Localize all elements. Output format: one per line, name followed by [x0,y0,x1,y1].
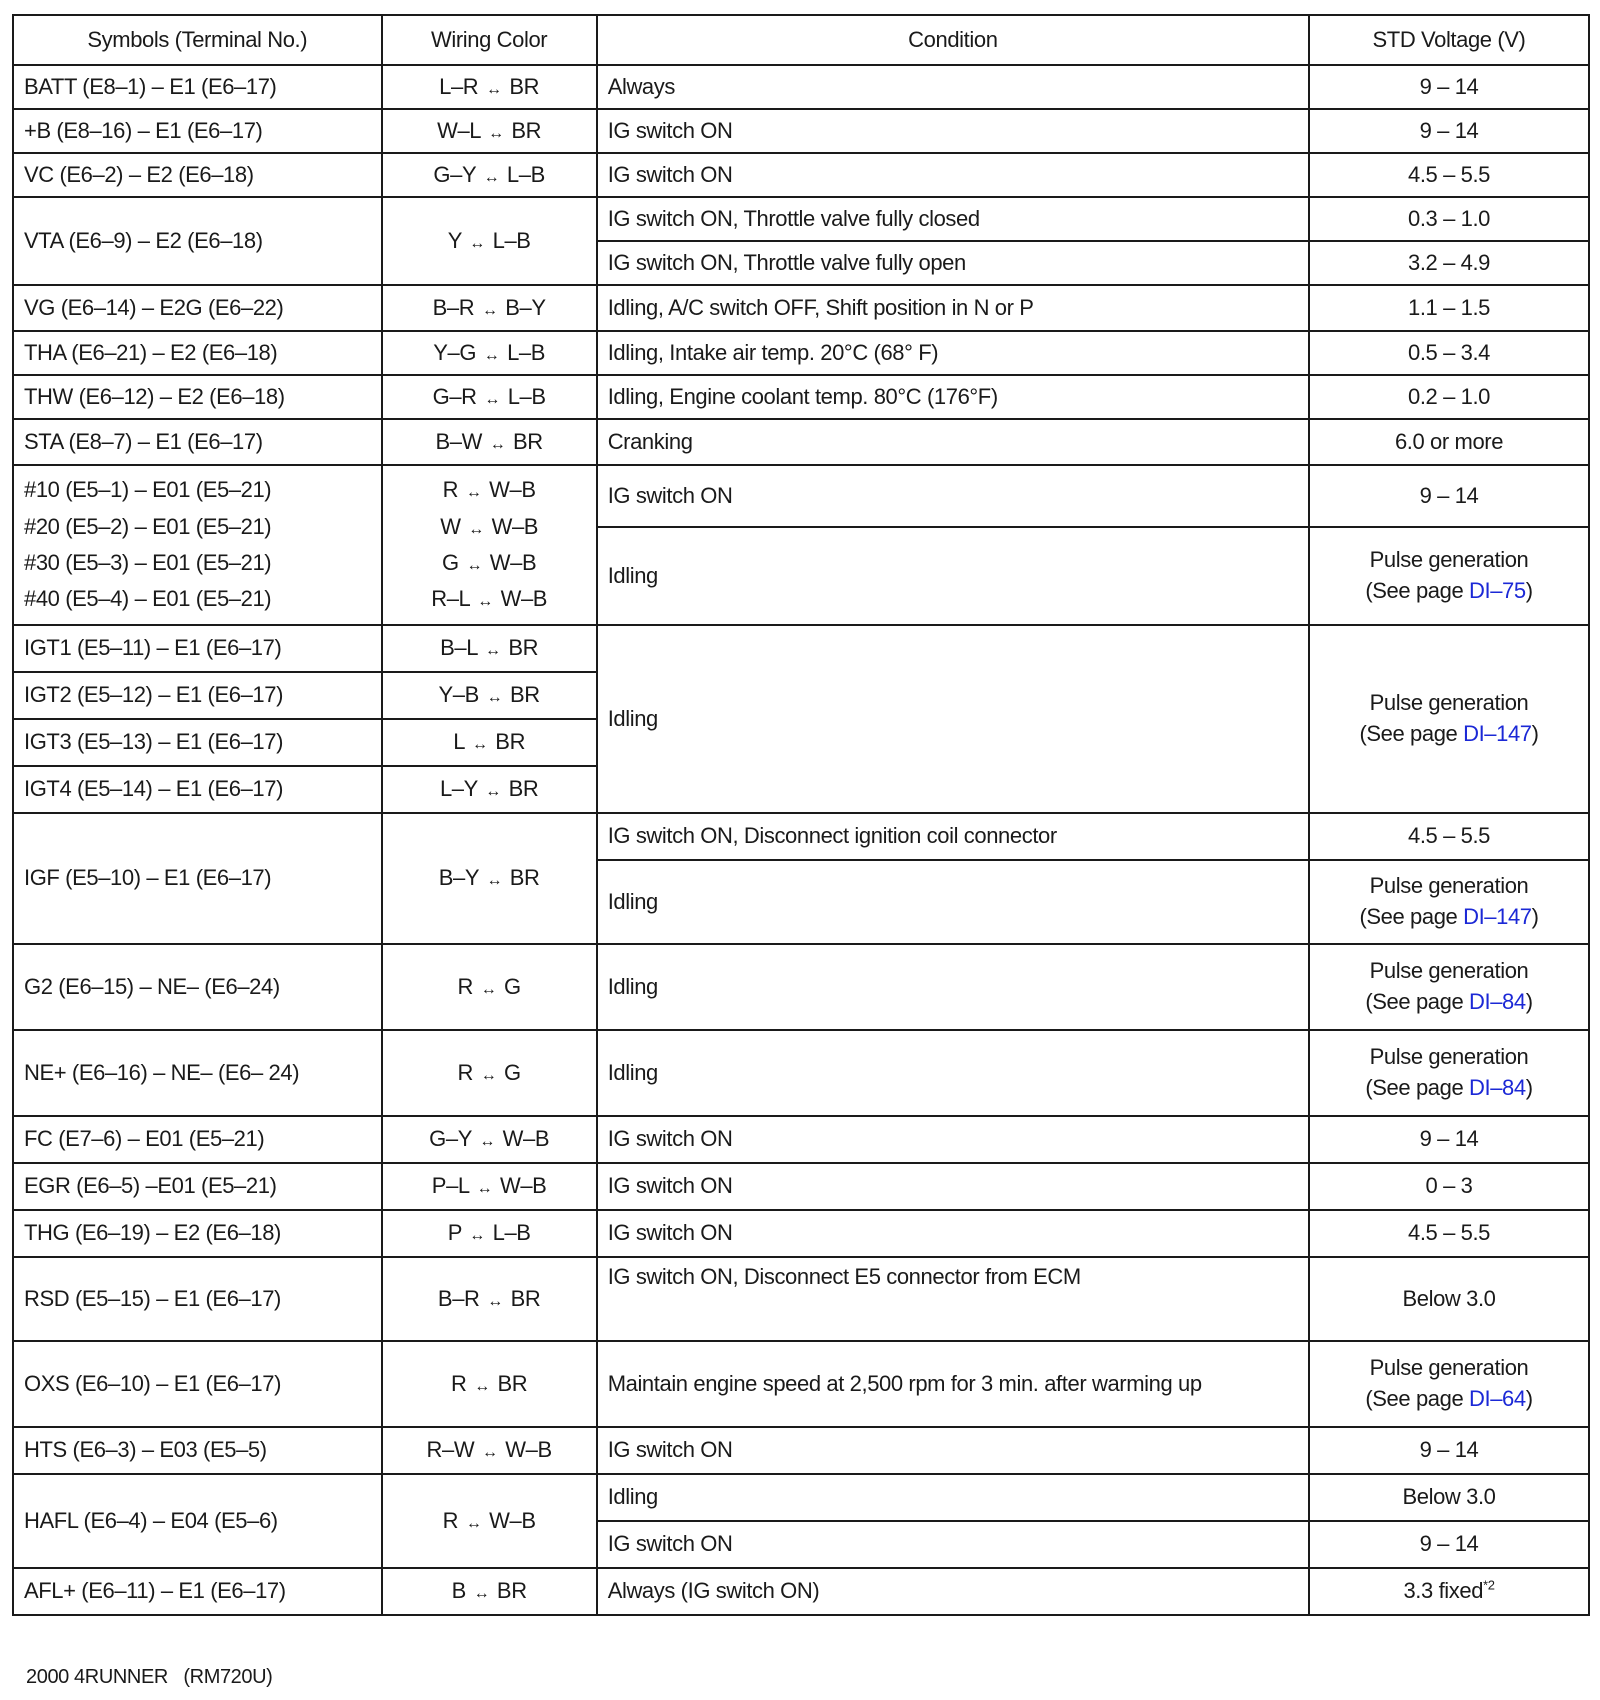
bidirectional-arrow-icon: ↔ [476,1180,493,1198]
condition-cell: IG switch ON, Disconnect ignition coil connector [597,813,1309,860]
wiring-cell: Y–G ↔ L–B [382,331,597,375]
table-row [13,1210,1589,1257]
wiring-cell: P ↔ L–B [382,1210,597,1257]
condition-cell: Idling, Intake air temp. 20°C (68° F) [597,331,1309,375]
symbol-cell: THA (E6–21) – E2 (E6–18) [13,331,382,375]
see-page-link[interactable]: DI–84 [1469,989,1526,1014]
header-wiring-color: Wiring Color [382,15,597,65]
bidirectional-arrow-icon: ↔ [466,557,483,574]
voltage-cell: 9 – 14 [1309,1116,1589,1163]
symbol-cell: IGT2 (E5–12) – E1 (E6–17) [13,672,382,719]
symbol-cell: THG (E6–19) – E2 (E6–18) [13,1210,382,1257]
injector-wire: R–L ↔ W–B [431,586,548,612]
table-row [13,285,1589,331]
condition-cell: IG switch ON, Throttle valve fully closed [597,197,1309,241]
bidirectional-arrow-icon: ↔ [474,1377,490,1395]
voltage-cell: Below 3.0 [1309,1474,1589,1521]
symbol-cell: IGT3 (E5–13) – E1 (E6–17) [13,719,382,766]
symbol-cell: THW (E6–12) – E2 (E6–18) [13,375,382,419]
voltage-cell: Pulse generation (See page DI–147) [1309,625,1589,813]
footnote-marker: *2 [1483,1577,1495,1593]
condition-cell: IG switch ON [597,1116,1309,1163]
symbol-cell: VG (E6–14) – E2G (E6–22) [13,285,382,331]
wiring-cell: R ↔ G [382,1030,597,1116]
bidirectional-arrow-icon: ↔ [465,484,482,502]
wiring-cell: W–L ↔ BR [382,109,597,153]
table-row [13,1163,1589,1210]
symbol-cell: HTS (E6–3) – E03 (E5–5) [13,1427,382,1474]
wiring-cell: G–Y ↔ L–B [382,153,597,197]
injector-symbol: #20 (E5–2) – E01 (E5–21) [24,513,272,539]
condition-cell: Idling [597,860,1309,944]
bidirectional-arrow-icon: ↔ [471,736,488,754]
symbol-cell: IGT1 (E5–11) – E1 (E6–17) [13,625,382,672]
bidirectional-arrow-icon: ↔ [469,1227,485,1245]
voltage-cell: Pulse generation (See page DI–64) [1309,1341,1589,1427]
table-row [13,625,1589,672]
bidirectional-arrow-icon: ↔ [486,872,503,890]
table-row [13,1568,1589,1615]
table-row [13,197,1589,241]
voltage-cell: 0.3 – 1.0 [1309,197,1589,241]
bidirectional-arrow-icon: ↔ [473,1585,490,1603]
bidirectional-arrow-icon: ↔ [489,435,506,453]
voltage-cell: Pulse generation (See page DI–84) [1309,1030,1589,1116]
wiring-cell: R ↔ W–B [382,1474,597,1568]
bidirectional-arrow-icon: ↔ [487,1292,503,1310]
table-row [13,419,1589,465]
symbol-cell [13,465,382,625]
voltage-cell: 9 – 14 [1309,465,1589,527]
bidirectional-arrow-icon: ↔ [468,520,484,538]
symbol-cell: VC (E6–2) – E2 (E6–18) [13,153,382,197]
see-page-link[interactable]: DI–64 [1469,1386,1526,1411]
symbol-cell: HAFL (E6–4) – E04 (E5–6) [13,1474,382,1568]
voltage-cell: 4.5 – 5.5 [1309,1210,1589,1257]
bidirectional-arrow-icon: ↔ [486,689,503,707]
voltage-cell: 0.2 – 1.0 [1309,375,1589,419]
bidirectional-arrow-icon: ↔ [484,390,500,408]
symbol-cell: OXS (E6–10) – E1 (E6–17) [13,1341,382,1427]
condition-cell: IG switch ON [597,1521,1309,1568]
header-std-voltage: STD Voltage (V) [1309,15,1589,65]
condition-cell: IG switch ON [597,153,1309,197]
condition-cell: IG switch ON [597,465,1309,527]
injector-symbol: #10 (E5–1) – E01 (E5–21) [24,477,272,503]
wiring-cell: Y ↔ L–B [382,197,597,285]
condition-cell: IG switch ON, Throttle valve fully open [597,241,1309,285]
wiring-cell: R–W ↔ W–B [382,1427,597,1474]
bidirectional-arrow-icon: ↔ [488,124,504,142]
condition-cell: Always [597,65,1309,109]
wiring-cell [382,465,597,625]
symbol-cell: IGT4 (E5–14) – E1 (E6–17) [13,766,382,813]
voltage-cell: 9 – 14 [1309,1521,1589,1568]
injector-symbol: #40 (E5–4) – E01 (E5–21) [24,586,272,612]
bidirectional-arrow-icon: ↔ [481,301,498,319]
terminal-voltage-table [12,14,1590,1616]
table-row [13,375,1589,419]
wiring-cell: B–R ↔ BR [382,1257,597,1341]
voltage-cell: 4.5 – 5.5 [1309,153,1589,197]
see-page-link[interactable]: DI–84 [1469,1075,1526,1100]
symbol-cell: BATT (E8–1) – E1 (E6–17) [13,65,382,109]
symbol-cell: EGR (E6–5) –E01 (E5–21) [13,1163,382,1210]
condition-cell: Idling [597,625,1309,813]
injector-wire: R ↔ W–B [442,477,536,503]
bidirectional-arrow-icon: ↔ [486,80,502,98]
table-row [13,1474,1589,1521]
wiring-cell: L ↔ BR [382,719,597,766]
condition-cell: IG switch ON [597,109,1309,153]
see-page-link[interactable]: DI–75 [1469,578,1526,603]
symbol-cell: +B (E8–16) – E1 (E6–17) [13,109,382,153]
table-row [13,331,1589,375]
condition-cell: Idling, A/C switch OFF, Shift position in N or P [597,285,1309,331]
wiring-cell: R ↔ G [382,944,597,1030]
table-row [13,1341,1589,1427]
voltage-cell: Pulse generation (See page DI–84) [1309,944,1589,1030]
voltage-cell: Pulse generation (See page DI–147) [1309,860,1589,944]
voltage-cell: 9 – 14 [1309,65,1589,109]
table-row [13,109,1589,153]
wiring-cell: R ↔ BR [382,1341,597,1427]
header-condition: Condition [597,15,1309,65]
voltage-cell: 9 – 14 [1309,109,1589,153]
wiring-cell: P–L ↔ W–B [382,1163,597,1210]
condition-cell: IG switch ON [597,1210,1309,1257]
symbol-cell: AFL+ (E6–11) – E1 (E6–17) [13,1568,382,1615]
voltage-cell: Pulse generation (See page DI–75) [1309,527,1589,625]
table-row [13,1030,1589,1116]
wiring-cell: B–Y ↔ BR [382,813,597,944]
bidirectional-arrow-icon: ↔ [465,1514,482,1532]
wiring-cell: G–Y ↔ W–B [382,1116,597,1163]
wiring-cell: B ↔ BR [382,1568,597,1615]
wiring-cell: Y–B ↔ BR [382,672,597,719]
bidirectional-arrow-icon: ↔ [477,593,493,611]
condition-cell: IG switch ON, Disconnect E5 connector from ECM [597,1257,1309,1341]
condition-cell: Idling, Engine coolant temp. 80°C (176°F) [597,375,1309,419]
wiring-cell: B–R ↔ B–Y [382,285,597,331]
condition-cell: Idling [597,944,1309,1030]
symbol-cell: VTA (E6–9) – E2 (E6–18) [13,197,382,285]
wiring-cell: B–W ↔ BR [382,419,597,465]
table-row [13,944,1589,1030]
bidirectional-arrow-icon: ↔ [469,234,485,252]
bidirectional-arrow-icon: ↔ [483,346,500,364]
wiring-cell: G–R ↔ L–B [382,375,597,419]
see-page-link[interactable]: DI–147 [1463,904,1532,929]
bidirectional-arrow-icon: ↔ [481,1444,498,1462]
injector-wire: G ↔ W–B [442,550,537,575]
condition-cell: IG switch ON [597,1163,1309,1210]
condition-cell: Idling [597,1474,1309,1521]
symbol-cell: NE+ (E6–16) – NE– (E6– 24) [13,1030,382,1116]
symbol-cell: G2 (E6–15) – NE– (E6–24) [13,944,382,1030]
voltage-cell: 0 – 3 [1309,1163,1589,1210]
bidirectional-arrow-icon: ↔ [479,1133,495,1151]
symbol-cell: STA (E8–7) – E1 (E6–17) [13,419,382,465]
table-row [13,1116,1589,1163]
voltage-cell: 1.1 – 1.5 [1309,285,1589,331]
condition-cell: Always (IG switch ON) [597,1568,1309,1615]
voltage-cell: 6.0 or more [1309,419,1589,465]
header-symbols: Symbols (Terminal No.) [13,15,382,65]
condition-cell: Idling [597,1030,1309,1116]
condition-cell: Maintain engine speed at 2,500 rpm for 3 min. after warming up [597,1341,1309,1427]
bidirectional-arrow-icon: ↔ [480,980,497,998]
condition-cell: IG switch ON [597,1427,1309,1474]
bidirectional-arrow-icon: ↔ [483,168,500,186]
voltage-cell: 9 – 14 [1309,1427,1589,1474]
voltage-cell: 4.5 – 5.5 [1309,813,1589,860]
table-row [13,1257,1589,1341]
table-row [13,1427,1589,1474]
wiring-cell: L–R ↔ BR [382,65,597,109]
table-row [13,465,1589,527]
see-page-link[interactable]: DI–147 [1463,721,1532,746]
voltage-cell: 3.2 – 4.9 [1309,241,1589,285]
symbol-cell: FC (E7–6) – E01 (E5–21) [13,1116,382,1163]
table-row [13,153,1589,197]
table-row [13,813,1589,860]
injector-symbol: #30 (E5–3) – E01 (E5–21) [24,550,272,575]
page-footer: 2000 4RUNNER (RM720U) [26,1666,273,1688]
bidirectional-arrow-icon: ↔ [485,783,501,801]
voltage-cell: 0.5 – 3.4 [1309,331,1589,375]
symbol-cell: RSD (E5–15) – E1 (E6–17) [13,1257,382,1341]
injector-wire: W ↔ W–B [440,513,539,539]
bidirectional-arrow-icon: ↔ [480,1066,497,1084]
bidirectional-arrow-icon: ↔ [485,642,501,660]
voltage-cell: Below 3.0 [1309,1257,1589,1341]
condition-cell: Idling [597,527,1309,625]
header-row [13,15,1589,65]
table-row [13,65,1589,109]
wiring-cell: L–Y ↔ BR [382,766,597,813]
symbol-cell: IGF (E5–10) – E1 (E6–17) [13,813,382,944]
voltage-cell: 3.3 fixed$^{*2}$ [1309,1568,1589,1615]
wiring-cell: B–L ↔ BR [382,625,597,672]
condition-cell: Cranking [597,419,1309,465]
